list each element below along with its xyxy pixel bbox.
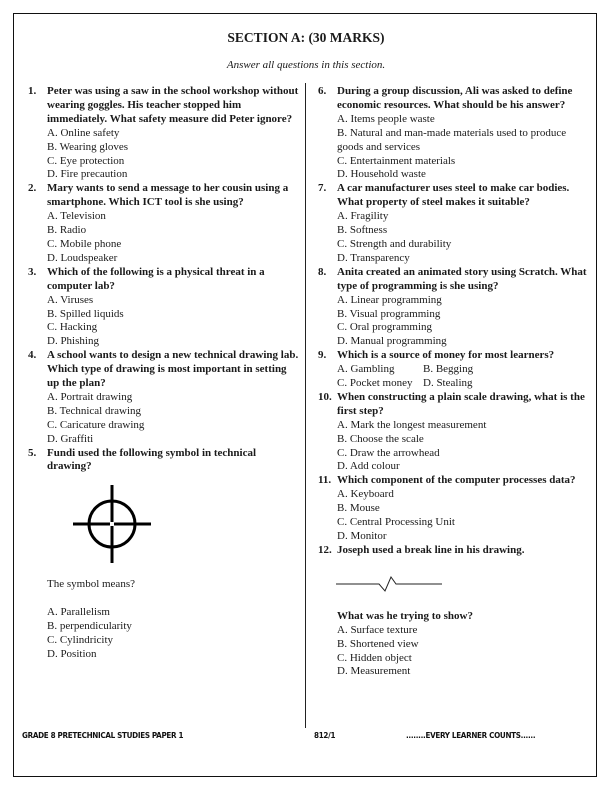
column-divider [305, 83, 306, 728]
question-text: Joseph used a break line in his drawing. [337, 543, 525, 556]
question-follow-up: The symbol means? [47, 578, 135, 591]
left-column [28, 85, 300, 662]
option-c: C. Hidden object [337, 651, 412, 664]
question-number: 8. [318, 265, 327, 278]
question-number: 5. [28, 446, 37, 459]
option-d: D. Phishing [47, 335, 99, 348]
option-d: D. Stealing [423, 377, 473, 390]
option-d: D. Household waste [337, 168, 426, 181]
footer-motto: ........EVERY LEARNER COUNTS...... [406, 731, 536, 740]
option-d: D. Measurement [337, 665, 411, 678]
option-c: C. Eye protection [47, 154, 125, 167]
option-d: D. Position [47, 648, 97, 660]
option-d: D. Fire precaution [47, 168, 128, 181]
question-3 [28, 266, 300, 349]
option-d: D. Loudspeaker [47, 251, 118, 264]
option-d: D. Add colour [337, 460, 400, 473]
question-8 [318, 266, 593, 349]
question-2 [28, 182, 300, 265]
question-text: When constructing a plain scale drawing, what is the first step? [337, 390, 585, 417]
section-instructions: Answer all questions in this section. [226, 59, 386, 71]
question-text: Which component of the computer processes data? [337, 474, 576, 487]
option-a: A. Portrait drawing [47, 390, 133, 403]
option-b: B. Wearing gloves [47, 140, 129, 153]
option-b: B. Shortened view [337, 637, 419, 650]
question-text: Anita created an animated story using Scratch. What type of programming is she using? [337, 265, 587, 292]
option-c: C. Central Processing Unit [337, 516, 455, 529]
options-row-1 [337, 363, 593, 377]
option-b: B. perpendicularity [47, 620, 132, 633]
position-symbol-icon [73, 484, 153, 564]
option-b: B. Choose the scale [337, 432, 424, 445]
question-number: 4. [28, 349, 37, 362]
option-a: A. Online safety [47, 126, 120, 139]
question-11 [318, 474, 593, 544]
question-text: Peter was using a saw in the school workshop without wearing goggles. His teacher stopped him immediately. What safety measure did Peter ignore? [47, 85, 299, 125]
option-a: A. Fragility [337, 210, 389, 223]
option-b: B. Begging [423, 363, 474, 376]
option-a: A. Viruses [47, 293, 94, 306]
option-b: B. Mouse [337, 502, 380, 515]
option-b: B. Softness [337, 224, 388, 237]
question-number: 2. [28, 182, 37, 195]
question-follow-up: What was he trying to show? [337, 609, 473, 622]
option-b: B. Radio [47, 224, 87, 237]
option-d: D. Manual programming [337, 335, 447, 348]
option-c: C. Caricature drawing [47, 418, 145, 431]
question-number: 12. [318, 543, 332, 556]
question-4 [28, 349, 300, 446]
break-line-icon [336, 574, 446, 594]
question-number: 10. [318, 390, 332, 403]
question-7 [318, 182, 593, 265]
question-5 [28, 447, 300, 662]
question-text: A school wants to design a new technical drawing lab. Which type of drawing is most important in setting up the plan? [47, 349, 299, 390]
question-text: Which of the following is a physical threat in a computer lab? [47, 265, 265, 292]
option-a: A. Surface texture [337, 623, 418, 636]
options-row-2 [337, 377, 593, 391]
option-c: C. Strength and durability [337, 237, 452, 250]
question-12 [318, 544, 593, 679]
footer-paper-code: 812/1 [314, 731, 336, 740]
option-b: B. Spilled liquids [47, 307, 124, 320]
option-c: C. Hacking [47, 321, 98, 334]
option-a: A. Parallelism [47, 606, 110, 619]
option-c: C. Entertainment materials [337, 154, 456, 167]
option-d: D. Graffiti [47, 432, 94, 445]
question-number: 1. [28, 85, 37, 97]
option-c: C. Pocket money [337, 377, 413, 390]
question-9 [318, 349, 593, 391]
question-number: 7. [318, 182, 327, 195]
option-a: A. Items people waste [337, 112, 435, 125]
option-b: B. Natural and man-made materials used to produce goods and services [337, 126, 567, 153]
option-c: C. Mobile phone [47, 237, 122, 250]
option-c: C. Cylindricity [47, 634, 113, 647]
question-number: 9. [318, 349, 327, 362]
question-text: Which is a source of money for most learners? [337, 349, 555, 362]
option-b: B. Visual programming [337, 307, 441, 320]
option-c: C. Draw the arrowhead [337, 446, 440, 459]
option-b: B. Technical drawing [47, 404, 142, 417]
option-a: A. Gambling [337, 363, 395, 376]
question-text: Fundi used the following symbol in technical drawing? [47, 446, 257, 473]
question-number: 11. [318, 474, 332, 487]
question-text: Mary wants to send a message to her cousin using a smartphone. Which ICT tool is she using? [47, 182, 289, 209]
option-d: D. Monitor [337, 530, 387, 542]
option-a: A. Television [47, 210, 106, 223]
option-a: A. Keyboard [337, 488, 394, 501]
question-number: 6. [318, 85, 327, 97]
question-10 [318, 391, 593, 474]
question-number: 3. [28, 265, 37, 278]
option-a: A. Mark the longest measurement [337, 418, 487, 431]
footer-paper-title: GRADE 8 PRETECHNICAL STUDIES PAPER 1 [22, 731, 184, 740]
option-c: C. Oral programming [337, 321, 433, 334]
question-text: During a group discussion, Ali was asked to define economic resources. What should be his answer? [337, 85, 573, 111]
question-6 [318, 85, 593, 182]
option-d: D. Transparency [337, 251, 410, 264]
option-a: A. Linear programming [337, 293, 442, 306]
section-title: SECTION A: (30 MARKS) [227, 30, 385, 45]
question-1 [28, 85, 300, 182]
right-column [318, 85, 593, 679]
question-text: A car manufacturer uses steel to make car bodies. What property of steel makes it suitable? [337, 182, 570, 209]
